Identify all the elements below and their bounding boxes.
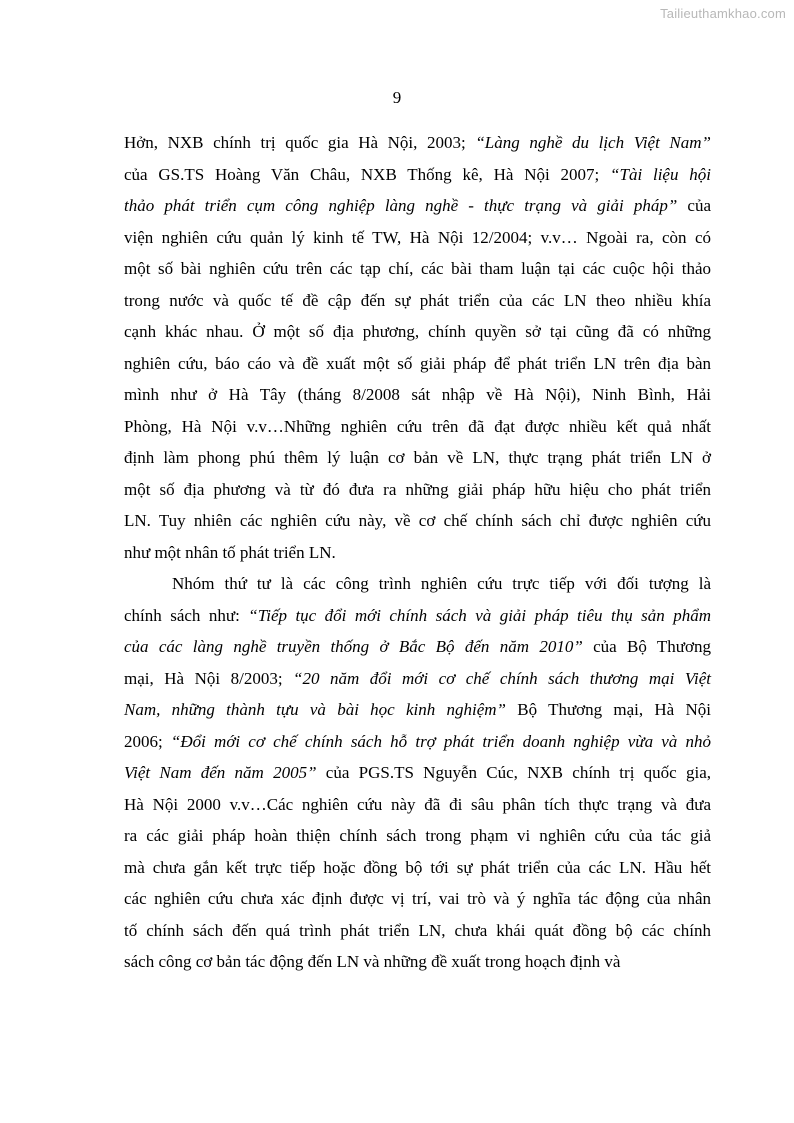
text-span: tố chính sách đến quá trình phát triển LN, chưa khái quát đồng bộ các chính: [124, 920, 711, 940]
italic-text: “Đổi mới cơ chế chính sách hỗ trợ phát triển doanh nghiệp vừa và nhỏ: [170, 731, 711, 751]
text-line: [124, 946, 711, 978]
text-line: [124, 600, 711, 632]
text-line: [124, 915, 711, 947]
italic-text: “20 năm đổi mới cơ chế chính sách thương mại Việt: [293, 668, 711, 688]
text-span: các nghiên cứu chưa xác định được vị trí, vai trò và ý nghĩa tác động của nhân: [124, 889, 711, 908]
text-span: chính sách như:: [124, 605, 249, 625]
text-span: ra các giải pháp hoàn thiện chính sách trong phạm vi nghiên cứu của tác giả: [124, 826, 711, 845]
paragraph: [124, 127, 711, 568]
text-line: [124, 442, 711, 474]
text-line: [124, 568, 711, 600]
text-span: Phòng, Hà Nội v.v…Những nghiên cứu trên đã đạt được nhiều kết quả nhất: [124, 416, 711, 436]
text-span: của: [677, 196, 711, 215]
text-span: một số địa phương và từ đó đưa ra những giải pháp hữu hiệu cho phát triển: [124, 479, 711, 499]
text-line: [124, 694, 711, 726]
text-span: sách công cơ bản tác động đến LN và những đề xuất trong hoạch định và: [124, 952, 621, 971]
text-line: [124, 190, 711, 222]
text-line: [124, 757, 711, 789]
text-span: viện nghiên cứu quản lý kinh tế TW, Hà Nội 12/2004; v.v… Ngoài ra, còn có: [124, 227, 711, 247]
text-span: Bộ Thương mại, Hà Nội: [506, 700, 711, 719]
text-span: trong nước và quốc tế đề cập đến sự phát triển của các LN theo nhiều khía: [124, 290, 711, 310]
text-span: mà chưa gắn kết trực tiếp hoặc đồng bộ tới sự phát triển của các LN. Hầu hết: [124, 857, 711, 877]
text-line: [124, 505, 711, 537]
text-span: Hà Nội 2000 v.v…Các nghiên cứu này đã đi sâu phân tích thực trạng và đưa: [124, 794, 711, 814]
italic-text: Nam, những thành tựu và bài học kinh nghiệm”: [124, 700, 507, 719]
text-span: mình như ở Hà Tây (tháng 8/2008 sát nhập về Hà Nội), Ninh Bình, Hải: [124, 385, 711, 404]
text-span: một số bài nghiên cứu trên các tạp chí, các bài tham luận tại các cuộc hội thảo: [124, 259, 711, 278]
italic-text: “Tiếp tục đổi mới chính sách và giải pháp tiêu thụ sản phẩm: [248, 605, 711, 625]
text-line: [124, 537, 711, 569]
text-span: của Bộ Thương: [582, 637, 711, 656]
italic-text: Việt Nam đến năm 2005”: [124, 763, 317, 782]
text-line: [124, 253, 711, 285]
page-number: 9: [392, 88, 402, 107]
text-span: mại, Hà Nội 8/2003;: [124, 668, 294, 688]
text-line: [124, 159, 711, 191]
text-span: nghiên cứu, báo cáo và đề xuất một số giải pháp để phát triển LN trên địa bàn: [124, 353, 711, 373]
text-span: của PGS.TS Nguyễn Cúc, NXB chính trị quốc gia,: [316, 763, 711, 782]
text-line: [124, 379, 711, 411]
text-line: [124, 883, 711, 915]
italic-text: thảo phát triển cụm công nghiệp làng nghề - thực trạng và giải pháp”: [124, 196, 678, 215]
text-line: [124, 852, 711, 884]
text-span: Nhóm thứ tư là các công trình nghiên cứu trực tiếp với đối tượng là: [172, 574, 711, 593]
body-text: [124, 127, 711, 978]
text-line: [124, 726, 711, 758]
text-line: [124, 316, 711, 348]
paragraph: [124, 568, 711, 978]
italic-text: “Tài liệu hội: [610, 164, 711, 184]
italic-text: của các làng nghề truyền thống ở Bắc Bộ đến năm 2010”: [124, 637, 583, 656]
text-line: [124, 222, 711, 254]
text-line: [124, 663, 711, 695]
text-span: định làm phong phú thêm lý luận cơ bản về LN, thực trạng phát triển LN ở: [124, 448, 711, 467]
text-line: [124, 631, 711, 663]
text-span: 2006;: [124, 731, 171, 751]
italic-text: “Làng nghề du lịch Việt Nam”: [475, 133, 711, 152]
text-line: [124, 474, 711, 506]
text-span: Hởn, NXB chính trị quốc gia Hà Nội, 2003;: [124, 133, 476, 152]
text-span: cạnh khác nhau. Ở một số địa phương, chính quyền sở tại cũng đã có những: [124, 322, 711, 341]
text-line: [124, 820, 711, 852]
text-span: như một nhân tố phát triển LN.: [124, 542, 336, 562]
text-line: [124, 285, 711, 317]
watermark-text: Tailieuthamkhao.com: [660, 6, 786, 21]
text-span: của GS.TS Hoàng Văn Châu, NXB Thống kê, Hà Nội 2007;: [124, 164, 611, 184]
text-line: [124, 789, 711, 821]
text-line: [124, 348, 711, 380]
text-span: LN. Tuy nhiên các nghiên cứu này, về cơ chế chính sách chỉ được nghiên cứu: [124, 511, 711, 530]
text-line: [124, 411, 711, 443]
text-line: [124, 127, 711, 159]
